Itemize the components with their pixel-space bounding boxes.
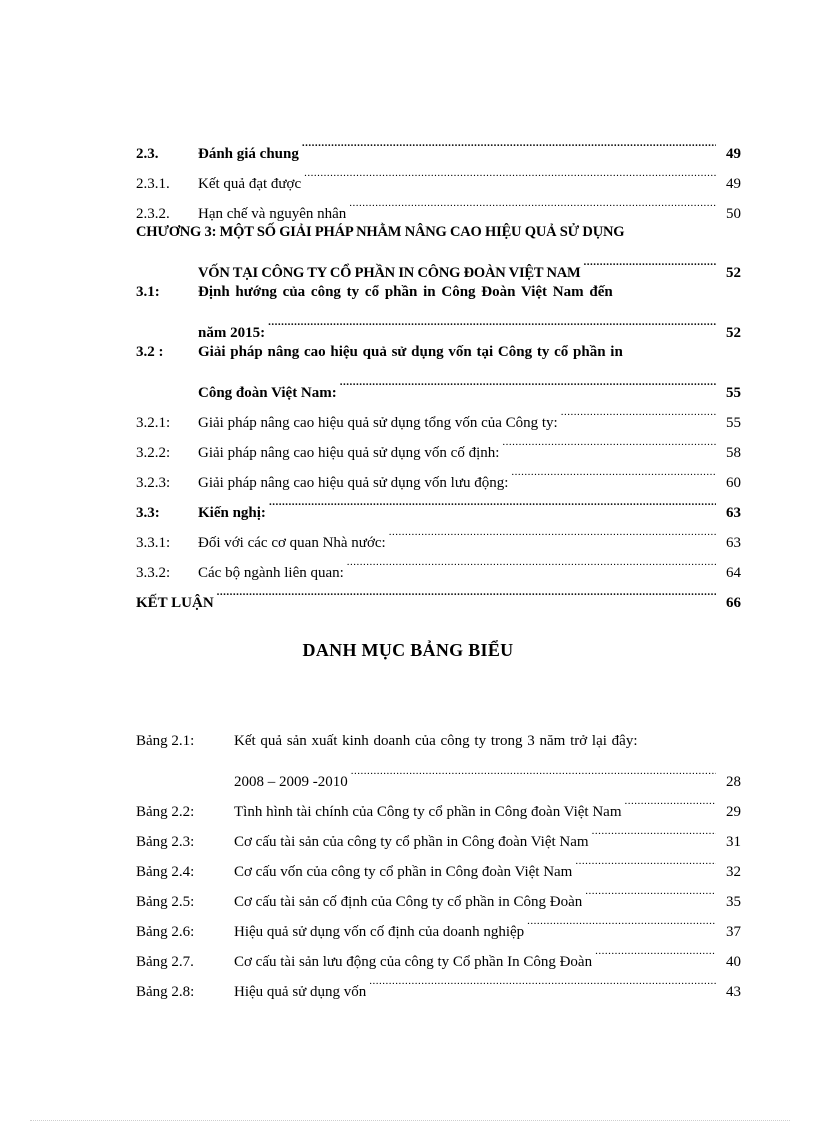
toc-title: Giải pháp nâng cao hiệu quả sử dụng vốn lưu động:: [198, 475, 509, 491]
toc-title: Các bộ ngành liên quan:: [198, 565, 344, 581]
toc-number: 3.3.1:: [136, 535, 171, 551]
table-title: 2008 – 2009 -2010: [234, 774, 348, 790]
leader-dots: [511, 457, 716, 487]
table-title: Cơ cấu vốn của công ty cổ phần in Công đoàn Việt Nam: [234, 864, 573, 880]
toc-title: Giải pháp nâng cao hiệu quả sử dụng vốn cố định:: [198, 445, 500, 461]
toc-entry-continued: [198, 307, 741, 341]
leader-dots: [389, 517, 716, 547]
toc-page: 52: [726, 265, 741, 281]
toc-entry: [136, 128, 741, 162]
toc-number: 3.3.2:: [136, 565, 171, 581]
table-number: Bảng 2.8:: [136, 984, 195, 1000]
chapter-heading-line1: CHƯƠNG 3: MỘT SỐ GIẢI PHÁP NHẰM NÂNG CAO HIỆU QUẢ SỬ DỤNG: [136, 224, 625, 240]
table-page: 32: [726, 864, 741, 880]
leader-dots: [625, 786, 716, 816]
toc-title: Định hướng của công ty cổ phần in Công Đoàn Việt Nam đến: [198, 284, 613, 300]
toc-entry: [136, 397, 741, 431]
table-entry: [136, 816, 741, 850]
table-number: Bảng 2.6:: [136, 924, 195, 940]
table-number: Bảng 2.4:: [136, 864, 195, 880]
page-bottom-rule: [30, 1120, 790, 1121]
toc-page: 55: [726, 415, 741, 431]
table-title: Tình hình tài chính của Công ty cổ phần in Công đoàn Việt Nam: [234, 804, 622, 820]
leader-dots: [340, 367, 716, 397]
leader-dots: [347, 547, 716, 577]
toc-page: 52: [726, 325, 741, 341]
toc-title: Đánh giá chung: [198, 146, 299, 162]
chapter-heading-line2: VỐN TẠI CÔNG TY CỔ PHẦN IN CÔNG ĐOÀN VIỆT NAM: [198, 265, 581, 281]
table-entry: [136, 726, 741, 756]
toc-page: 63: [726, 535, 741, 551]
toc-title: Công đoàn Việt Nam:: [198, 385, 337, 401]
toc-number: 2.3.1.: [136, 176, 170, 192]
toc-number: 3.2.3:: [136, 475, 171, 491]
toc-number: 3.3:: [136, 505, 160, 521]
table-number: Bảng 2.1:: [136, 733, 195, 749]
toc-number: 2.3.: [136, 146, 159, 162]
leader-dots: [502, 427, 716, 457]
leader-dots: [592, 816, 716, 846]
toc-title: Hạn chế và nguyên nhân: [198, 206, 347, 222]
table-number: Bảng 2.3:: [136, 834, 195, 850]
table-page: 28: [726, 774, 741, 790]
leader-dots: [369, 966, 716, 996]
table-page: 37: [726, 924, 741, 940]
leader-dots: [584, 247, 716, 277]
leader-dots: [269, 487, 716, 517]
table-entry: [136, 876, 741, 910]
leader-dots: [561, 397, 716, 427]
toc-entry: [136, 427, 741, 461]
table-page: 40: [726, 954, 741, 970]
table-page: 35: [726, 894, 741, 910]
table-title: Hiệu quả sử dụng vốn: [234, 984, 367, 1000]
toc-page: 66: [726, 595, 741, 611]
table-entry: [136, 936, 741, 970]
toc-page: 63: [726, 505, 741, 521]
toc-entry: [136, 457, 741, 491]
table-title: Kết quả sản xuất kinh doanh của công ty trong 3 năm trở lại đây:: [234, 733, 638, 749]
toc-page: 50: [726, 206, 741, 222]
toc-entry: [136, 517, 741, 551]
table-page: 43: [726, 984, 741, 1000]
leader-dots: [304, 158, 716, 188]
table-number: Bảng 2.2:: [136, 804, 195, 820]
toc-title: Giải pháp nâng cao hiệu quả sử dụng tổng vốn của Công ty:: [198, 415, 558, 431]
toc-entry: [136, 547, 741, 581]
leader-dots: [585, 876, 716, 906]
table-title: Hiệu quả sử dụng vốn cố định của doanh nghiệp: [234, 924, 525, 940]
leader-dots: [349, 188, 716, 218]
toc-title: năm 2015:: [198, 325, 266, 341]
table-title: Cơ cấu tài sản lưu động của công ty Cổ phần In Công Đoàn: [234, 954, 593, 970]
list-of-tables-heading: DANH MỤC BẢNG BIỂU: [302, 640, 514, 660]
toc-title: Đối với các cơ quan Nhà nước:: [198, 535, 386, 551]
leader-dots: [217, 577, 716, 607]
leader-dots: [268, 307, 716, 337]
toc-page: 49: [726, 176, 741, 192]
table-entry: [136, 906, 741, 940]
toc-page: 58: [726, 445, 741, 461]
toc-number: 3.2 :: [136, 344, 164, 360]
toc-page: 55: [726, 385, 741, 401]
toc-title: KẾT LUẬN: [136, 595, 214, 611]
toc-entry: [136, 277, 741, 307]
leader-dots: [595, 936, 716, 966]
toc-entry-continued: [198, 367, 741, 401]
table-entry: [136, 786, 741, 820]
table-page: 31: [726, 834, 741, 850]
toc-page: 64: [726, 565, 741, 581]
toc-entry: [136, 577, 741, 611]
leader-dots: [527, 906, 716, 936]
toc-title: Giải pháp nâng cao hiệu quả sử dụng vốn tại Công ty cổ phần in: [198, 344, 623, 360]
toc-number: 3.1:: [136, 284, 160, 300]
toc-number: 3.2.2:: [136, 445, 171, 461]
toc-number: 3.2.1:: [136, 415, 171, 431]
toc-title: Kết quả đạt được: [198, 176, 302, 192]
toc-page: 49: [726, 146, 741, 162]
toc-entry: [136, 337, 741, 367]
toc-entry: [198, 247, 741, 281]
table-entry-continued: [234, 756, 741, 790]
toc-entry: [136, 158, 741, 192]
table-entry: [136, 966, 741, 1000]
toc-title: Kiến nghị:: [198, 505, 266, 521]
toc-number: 2.3.2.: [136, 206, 170, 222]
toc-entry: [136, 188, 741, 222]
toc-entry: [136, 487, 741, 521]
leader-dots: [575, 846, 716, 876]
toc-page: 60: [726, 475, 741, 491]
leader-dots: [351, 756, 716, 786]
table-number: Bảng 2.7.: [136, 954, 194, 970]
table-number: Bảng 2.5:: [136, 894, 195, 910]
table-entry: [136, 846, 741, 880]
leader-dots: [302, 128, 716, 158]
table-title: Cơ cấu tài sản cố định của Công ty cổ phần in Công Đoàn: [234, 894, 583, 910]
table-page: 29: [726, 804, 741, 820]
table-title: Cơ cấu tài sản của công ty cổ phần in Công đoàn Việt Nam: [234, 834, 589, 850]
